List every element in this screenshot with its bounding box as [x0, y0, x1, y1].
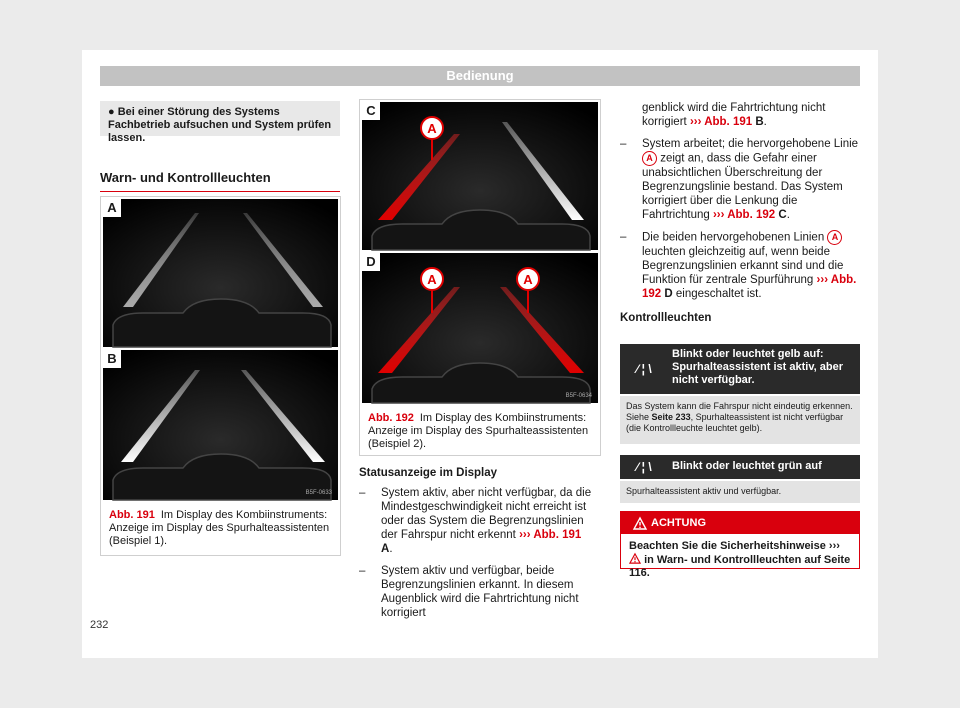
- page-link[interactable]: Seite 233: [651, 412, 691, 422]
- warning-text-b: in Warn- und Kontrollleuchten auf Seite 116.: [629, 554, 851, 579]
- label-d: D: [362, 253, 380, 271]
- item-text: System aktiv, aber nicht verfügbar, da die Mindestgeschwindigkeit nicht erreicht ist oder das System die Begrenzungslinien der Fahrspur nicht erkennt: [381, 487, 592, 541]
- lane-display-a: [103, 199, 338, 347]
- bullet: ●: [108, 106, 115, 118]
- warning-header: [621, 512, 859, 534]
- period: .: [763, 116, 767, 128]
- page-header: Bedienung: [100, 66, 860, 86]
- warning-text: [621, 534, 859, 586]
- warning-triangle-inline-icon: [629, 553, 641, 564]
- lane-assist-icon: ⁄ ¦ \: [636, 361, 652, 376]
- note-box: [100, 101, 340, 144]
- lane-display-b: [103, 350, 338, 500]
- warning-box: [620, 511, 860, 579]
- period: .: [786, 209, 790, 221]
- status-item-2-start: [359, 564, 595, 619]
- item-text: leuchten gleichzeitig auf, wenn beide Begrenzungslinien erkannt sind und die Funktion für zentrale Spurführung: [642, 246, 844, 286]
- marker-a-left: A: [427, 272, 437, 287]
- kontroll-row-1-body: [620, 396, 860, 444]
- figure-link[interactable]: ››› Abb. 191: [689, 116, 753, 128]
- section-title: Warn- und Kontrollleuchten: [100, 168, 340, 192]
- figure-code: B5F-0634: [565, 393, 592, 399]
- marker-a-inline: A: [827, 230, 842, 245]
- figure-191: [100, 196, 341, 556]
- status-item-1: [359, 486, 595, 556]
- panel-ref: C: [778, 209, 787, 221]
- lane-display-d: [362, 253, 598, 403]
- figure-caption: [109, 509, 335, 548]
- lane-display-c: [362, 102, 598, 250]
- figure-link[interactable]: ››› Abb. 192: [642, 274, 857, 300]
- status-item-4: [620, 230, 860, 301]
- row-body: , Spurhalteassistent ist nicht verfügbar (die Kontrollleuchte leuchtet gelb).: [626, 412, 844, 433]
- panel-b: [103, 350, 338, 500]
- item-text: zeigt an, dass die Gefahr einer unabsichtlichen Überschreitung der Begrenzungslinie bestand. Das System korrigiert über die Lenkung die Fahrtrichtung: [642, 152, 843, 221]
- lane-assist-icon: ⁄ ¦ \: [636, 459, 652, 474]
- figure-number: Abb. 192: [368, 412, 414, 424]
- status-section: [359, 466, 595, 619]
- item-text-cont: genblick wird die Fahrtrichtung nicht korrigiert: [642, 102, 826, 128]
- row-body: Das System kann die Fahrspur nicht eindeutig erkennen. Siehe: [626, 401, 853, 422]
- figure-code: B5F-0633: [305, 490, 332, 496]
- item-text: System arbeitet; die hervorgehobene Linie: [642, 138, 859, 150]
- kontroll-row-2-body: Spurhalteassistent aktiv und verfügbar.: [620, 481, 860, 503]
- row-head: Blinkt oder leuchtet grün auf: [672, 460, 822, 472]
- period: .: [389, 543, 393, 555]
- status-title: Statusanzeige im Display: [359, 467, 498, 479]
- figure-link[interactable]: ››› Abb. 192: [712, 209, 776, 221]
- status-item-3: [620, 137, 860, 222]
- warning-text-a: Beachten Sie die Sicherheitshinweise ›››: [629, 540, 840, 552]
- page-number: 232: [90, 619, 109, 631]
- figure-caption: [368, 412, 594, 451]
- dash: –: [620, 138, 627, 150]
- warning-triangle-icon: [633, 517, 647, 530]
- note-text: Bei einer Störung des Systems Fachbetrieb aufsuchen und System prüfen lassen.: [108, 106, 332, 144]
- panel-ref: D: [664, 288, 673, 300]
- figure-link[interactable]: ››› Abb. 191: [519, 529, 582, 541]
- item-text: Die beiden hervorgehobenen Linien: [642, 231, 825, 244]
- dash: –: [359, 565, 366, 577]
- caption-text: Im Display des Kombiinstruments: Anzeige im Display des Spurhalteassistenten (Beispiel 1).: [109, 509, 330, 547]
- marker-a: A: [427, 121, 437, 136]
- panel-d: [362, 253, 598, 403]
- row-head: Blinkt oder leuchtet gelb auf: Spurhalteassistent ist aktiv, aber nicht verfügbar.: [672, 348, 843, 386]
- kontroll-row-1: [620, 344, 860, 394]
- label-b: B: [103, 350, 121, 368]
- caption-text: Im Display des Kombiinstruments: Anzeige im Display des Spurhalteassistenten (Beispiel 2).: [368, 412, 589, 450]
- panel-c: [362, 102, 598, 250]
- panel-ref: A: [381, 543, 390, 555]
- label-c: C: [362, 102, 380, 120]
- item-end: eingeschaltet ist.: [675, 288, 762, 300]
- marker-a-inline: A: [642, 151, 657, 166]
- panel-ref: B: [755, 116, 764, 128]
- warning-title: ACHTUNG: [651, 517, 706, 529]
- dash: –: [359, 487, 366, 499]
- item-text: System aktiv und verfügbar, beide Begrenzungslinien erkannt. In diesem Augenblick wird die Fahrtrichtung nicht korrigiert: [381, 565, 579, 619]
- right-column: [620, 101, 860, 325]
- panel-a: [103, 199, 338, 347]
- status-item-2-cont: [620, 73, 860, 129]
- figure-192: [359, 99, 601, 456]
- label-a: A: [103, 199, 121, 217]
- kontroll-title: Kontrollleuchten: [620, 312, 712, 324]
- kontroll-row-2: [620, 455, 860, 479]
- marker-a-right: A: [523, 272, 533, 287]
- dash: –: [620, 231, 627, 243]
- figure-number: Abb. 191: [109, 509, 155, 521]
